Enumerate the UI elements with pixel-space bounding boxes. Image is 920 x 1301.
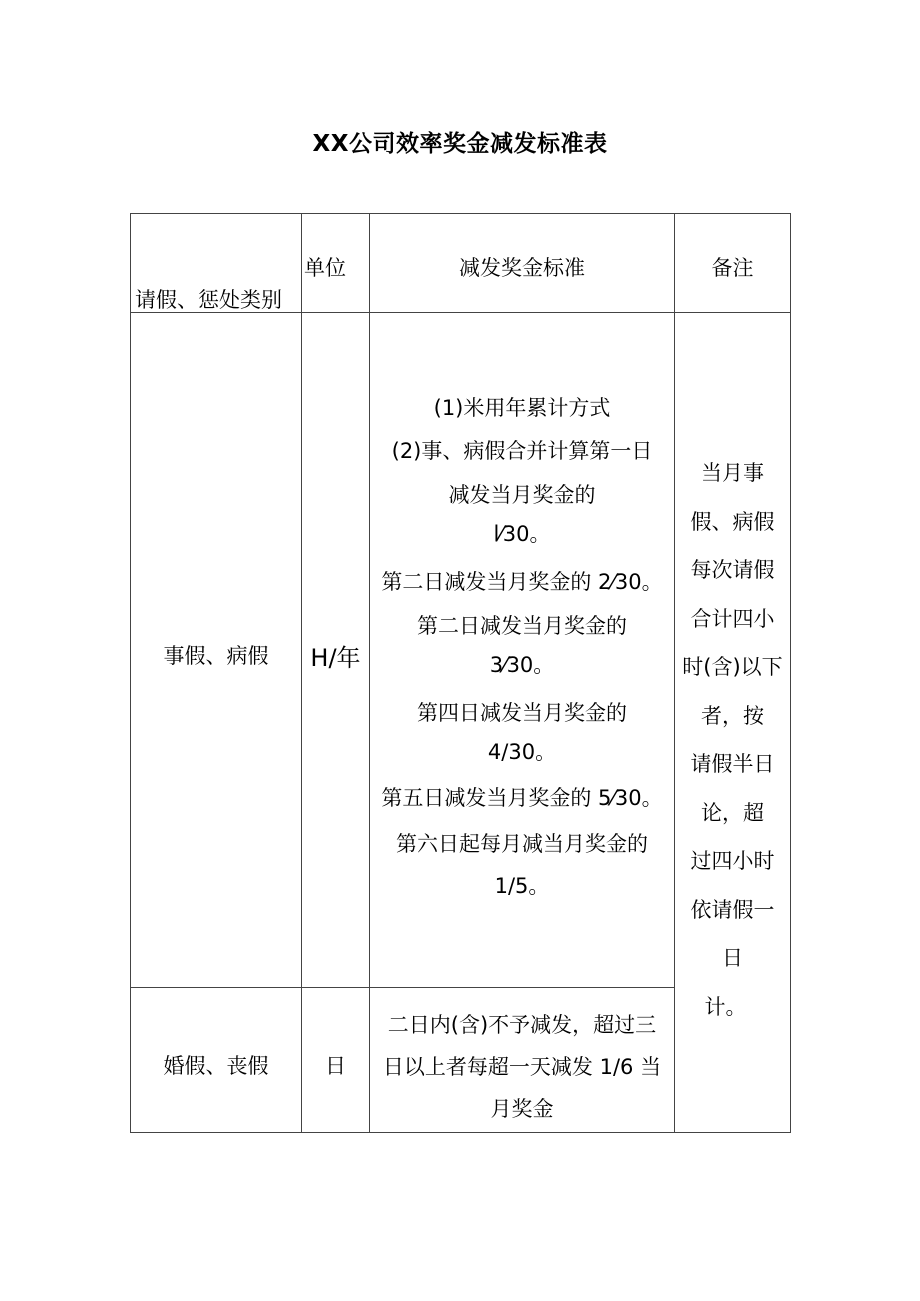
header-standard: 减发奖金标准 (459, 256, 585, 280)
row-2-standard-cell (369, 987, 675, 1133)
standard-line: 第五日减发当月奖金的 5⁄30。 (381, 786, 663, 810)
standard-line: 第六日起每月减当月奖金的 (396, 832, 648, 856)
row-2-standard-text (370, 1004, 674, 1130)
standard-line: 第二日减发当月奖金的 (417, 614, 627, 638)
row-2-category-cell (130, 987, 302, 1133)
standard-line: 第四日减发当月奖金的 (417, 701, 627, 725)
header-cell-standard (369, 213, 675, 313)
standard-line: (2)事、病假合并计算第一日 (391, 439, 653, 463)
remarks-line: 时(含)以下 (682, 655, 783, 679)
standard-line: 4/30。 (487, 740, 557, 764)
remarks-line: 论，超 (701, 800, 764, 825)
standard-line: (1)米用年累计方式 (433, 396, 611, 420)
standard-line: 第二日减发当月奖金的 2⁄30。 (381, 570, 663, 594)
row-1-standard-text (370, 392, 674, 902)
standard-line: 减发当月奖金的 (448, 483, 596, 507)
header-cell-unit (301, 213, 370, 313)
row-1-unit: H/年 (310, 644, 361, 672)
header-category: 请假、惩处类别 (135, 288, 282, 312)
standard-line: 月奖金 (490, 1097, 554, 1121)
standard-line: l⁄30。 (493, 522, 551, 546)
row-2-category: 婚假、丧假 (163, 1054, 269, 1078)
header-unit: 单位 (304, 256, 346, 280)
header-remarks: 备注 (711, 256, 754, 280)
header-cell-category (130, 213, 302, 313)
row-1-category: 事假、病假 (163, 644, 269, 668)
remarks-line: 过四小时 (690, 849, 775, 873)
remarks-cell (674, 312, 791, 1133)
standard-line: 日以上者每超一天减发 1/6 当 (382, 1055, 662, 1079)
remarks-line: 者，按 (701, 703, 764, 728)
standard-line: 二日内(含)不予减发，超过三 (387, 1013, 657, 1037)
remarks-line: 每次请假 (690, 558, 775, 582)
row-2-unit-cell (301, 987, 370, 1133)
header-cell-remarks (674, 213, 791, 313)
standard-line: 1/5。 (494, 874, 550, 898)
row-1-standard-cell (369, 312, 675, 988)
row-1-unit-cell (301, 312, 370, 988)
remarks-line: 假、病假 (690, 509, 775, 534)
remarks-line: 依请假一 (690, 897, 775, 922)
remarks-line: 当月事 (701, 461, 764, 485)
remarks-text (675, 449, 790, 1031)
remarks-line: 计。 (704, 994, 747, 1019)
row-1-category-cell (130, 312, 302, 988)
document-title: XX公司效率奖金减发标准表 (312, 131, 608, 157)
standard-line: 3⁄30。 (489, 653, 555, 677)
remarks-line: 合计四小 (690, 606, 775, 631)
remarks-line: 日 (722, 946, 743, 970)
row-2-unit: 日 (325, 1054, 346, 1078)
remarks-line: 请假半日 (690, 752, 775, 776)
